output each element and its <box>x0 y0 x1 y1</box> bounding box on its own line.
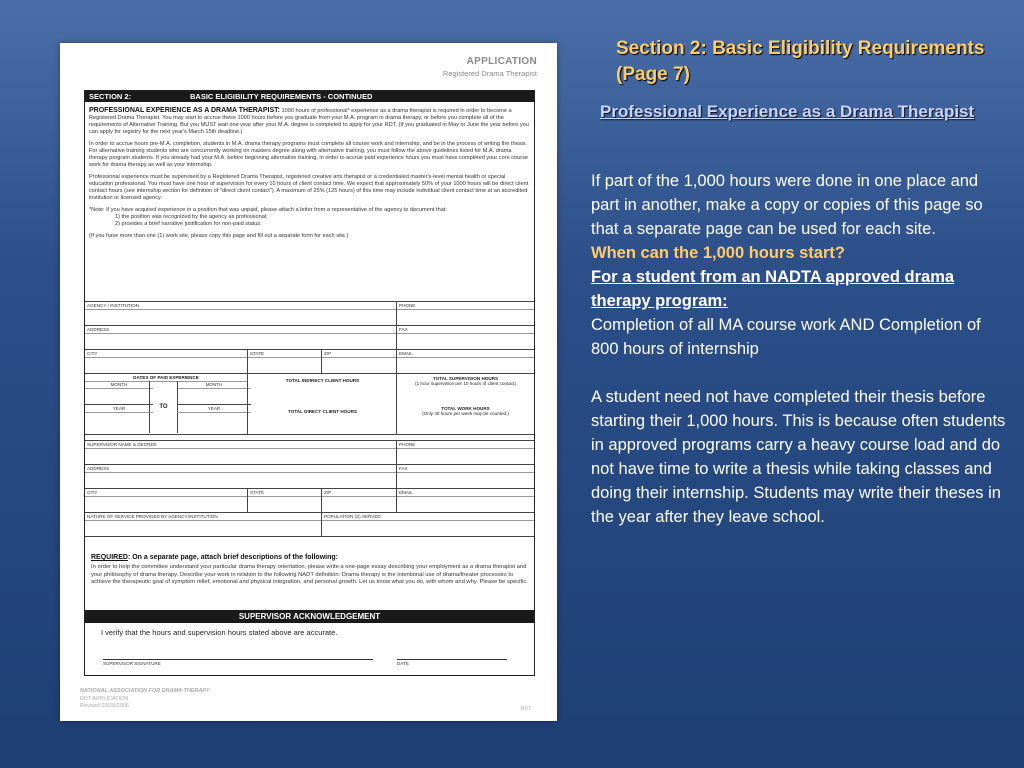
required-text: : On a separate page, attach brief descriptions of the following: <box>127 554 338 561</box>
supervisor-email-label: EMAIL <box>397 489 534 497</box>
supervisor-fax-label: FAX <box>397 465 534 473</box>
agency-row <box>85 302 534 326</box>
required-heading <box>85 551 534 564</box>
email-label: EMAIL <box>397 350 534 358</box>
required-section <box>85 551 534 587</box>
page-number: R07 <box>520 706 531 712</box>
multi-site-paragraph: (If you have more than one (1) work site, please copy this page and fill out a separate form for each site.) <box>89 233 349 239</box>
section-title: BASIC ELIGIBILITY REQUIREMENTS - CONTINUED <box>190 92 373 101</box>
supervisor-signature-line: SUPERVISOR SIGNATURE <box>103 659 373 666</box>
slide-subtitle: Professional Experience as a Drama Therapist <box>600 102 975 121</box>
population-label: POPULATION (S) SERVED <box>322 513 534 521</box>
professional-experience-text: 1000 hours of professional* experience as a drama therapist is required in order to become a Registered Drama Therapist. You may start to accrue these 1000 hours before you graduate from your M.A. program in drama therapy, or before you complete all of the requirements of Alternative Training. But you MUST wait one year after your M.A. degree is completed to apply for your RDT. (If you graduated in May or June the year before you can apply for registry for the next year's March 15th deadline.) <box>89 108 529 135</box>
state-label: STATE <box>248 350 322 358</box>
section-label: SECTION 2: <box>89 92 132 101</box>
document-header-title: APPLICATION <box>466 56 537 67</box>
supervisor-row <box>85 441 534 465</box>
accrue-hours-paragraph: In order to accrue hours pre-M.A. completion, students in M.A. drama therapy programs must complete all course work and internship, and be in the process of writing the thesis. For alternative training students who are concurrently working on masters degree along with alternative training, you must follow the above guidelines listed for M.A. drama therapy program students. If you already had your M.A. before beginning alternative training, in order to accrue paid experience hours you must have completed your core course work for drama therapy as well as your internship. <box>89 141 529 168</box>
eligibility-form <box>84 90 535 676</box>
supervision-hours-note: (1 hour supervision per 10 hours of client contact) <box>415 381 516 386</box>
hours-row <box>85 374 534 435</box>
agency-table <box>85 301 534 435</box>
supervisor-table <box>85 440 534 537</box>
supervision-paragraph: Professional experience must be supervised by a Registered Drama Therapist, registered creative arts therapist or a credentialed master's-level mental health or special education professional. You must have one hour of supervision for every 10 hours of client contact time. We expect that approximately 50% of your 1000 hours will be direct client contact hours (see internship section for definition of "direct client contact"). A maximum of 25% (125 hours) of this time may include individual client contact time at an accredited institution or licensed agency. <box>89 174 529 201</box>
to-label: TO <box>149 381 178 433</box>
month-to-label: MONTH <box>177 381 251 389</box>
city-label: CITY <box>85 350 247 358</box>
footer-app: RDT APPLICATION <box>80 695 129 702</box>
agency-label: AGENCY / INSTITUTION <box>85 302 396 310</box>
supervision-hours-label: TOTAL SUPERVISION HOURS <box>432 376 499 381</box>
note-item-1: 1) the position was recognized by the agency as professional; <box>115 214 268 220</box>
supervisor-city-label: CITY <box>85 489 247 497</box>
footer-revised: Revised 03/28/2006 <box>80 703 129 709</box>
supervisor-address-row <box>85 465 534 489</box>
work-hours-label: TOTAL WORK HOURS <box>441 406 490 411</box>
completion-requirement: Completion of all MA course work AND Completion of 800 hours of internship <box>591 316 981 358</box>
nature-row <box>85 513 534 537</box>
required-label: REQUIRED <box>91 554 128 561</box>
application-page-image <box>60 43 557 721</box>
supervisor-acknowledgement-bar: SUPERVISOR ACKNOWLEDGEMENT <box>85 610 534 623</box>
city-row <box>85 350 534 374</box>
required-body: In order to help the committee understand your particular drama therapy orientation, please write a one-page essay describing your employment as a drama therapist and your philosophy of drama therapy. Describe your work in relation to the following NADT definition: Drama therapy is the intentional use of drama/theater processes to achieve the therapeutic goal of symptom relief, emotional and physical integration, and personal growth. Let us know what you do, with whom and why. Please be specific. <box>91 564 528 585</box>
verify-statement: I verify that the hours and supervision hours stated above are accurate. <box>101 628 338 637</box>
supervisor-city-row <box>85 489 534 513</box>
footer-org: NATIONAL ASSOCIATION FOR DRAMA THERAPY <box>80 688 210 694</box>
document-footer <box>80 688 210 711</box>
supervisor-address-label: ADDRESS <box>85 465 396 473</box>
date-line: DATE <box>397 659 507 666</box>
slide-body <box>591 169 1011 529</box>
dates-label: DATES OF PAID EXPERIENCE <box>85 374 247 382</box>
multi-site-explanation: If part of the 1,000 hours were done in one place and part in another, make a copy or copies of this page so that a separate page can be used for each site. <box>591 172 983 238</box>
supervisor-zip-label: ZIP <box>322 489 397 497</box>
phone-label: PHONE <box>397 302 534 310</box>
indirect-hours-label: TOTAL INDIRECT CLIENT HOURS <box>285 378 360 383</box>
address-row <box>85 326 534 350</box>
direct-hours-label: TOTAL DIRECT CLIENT HOURS <box>288 409 357 414</box>
supervisor-state-label: STATE <box>248 489 322 497</box>
section-bar <box>85 91 534 102</box>
slide-title: Section 2: Basic Eligibility Requirements (Page 7) <box>616 38 985 85</box>
nadta-student-heading: For a student from an NADTA approved drama therapy program: <box>591 268 955 310</box>
supervisor-label: SUPERVISOR NAME & DEGREE <box>85 441 396 449</box>
address-label: ADDRESS <box>85 326 396 334</box>
year-from-label: YEAR <box>85 404 153 413</box>
professional-experience-paragraph <box>85 107 534 136</box>
nature-label: NATURE OF SERVICE PROVIDED BY AGENCY/INSTITUTION <box>85 513 321 521</box>
year-to-label: YEAR <box>177 404 251 413</box>
supervisor-phone-label: PHONE <box>397 441 534 449</box>
document-header <box>443 56 537 78</box>
note-item-2: 2) provides a brief narrative justification for non-paid status. <box>115 221 262 227</box>
note-paragraph: *Note: If you have acquired experience in a position that was unpaid, please attach a letter from a representative of the agency to document that: <box>89 207 447 213</box>
thesis-explanation: A student need not have completed their thesis before starting their 1,000 hours. This is because often students in approved programs carry a heavy course load and do not have time to write a thesis while taking classes and doing their internship. Students may write their theses in the year after they leave school. <box>591 388 1006 526</box>
fax-label: FAX <box>397 326 534 334</box>
zip-label: ZIP <box>322 350 397 358</box>
professional-experience-heading: PROFESSIONAL EXPERIENCE AS A DRAMA THERAPIST: <box>89 107 280 114</box>
work-hours-note: (Only 40 hours per week may be counted.) <box>422 411 509 416</box>
month-from-label: MONTH <box>85 381 153 389</box>
document-header-subtitle: Registered Drama Therapist <box>442 69 537 78</box>
hours-start-question: When can the 1,000 hours start? <box>591 244 845 262</box>
